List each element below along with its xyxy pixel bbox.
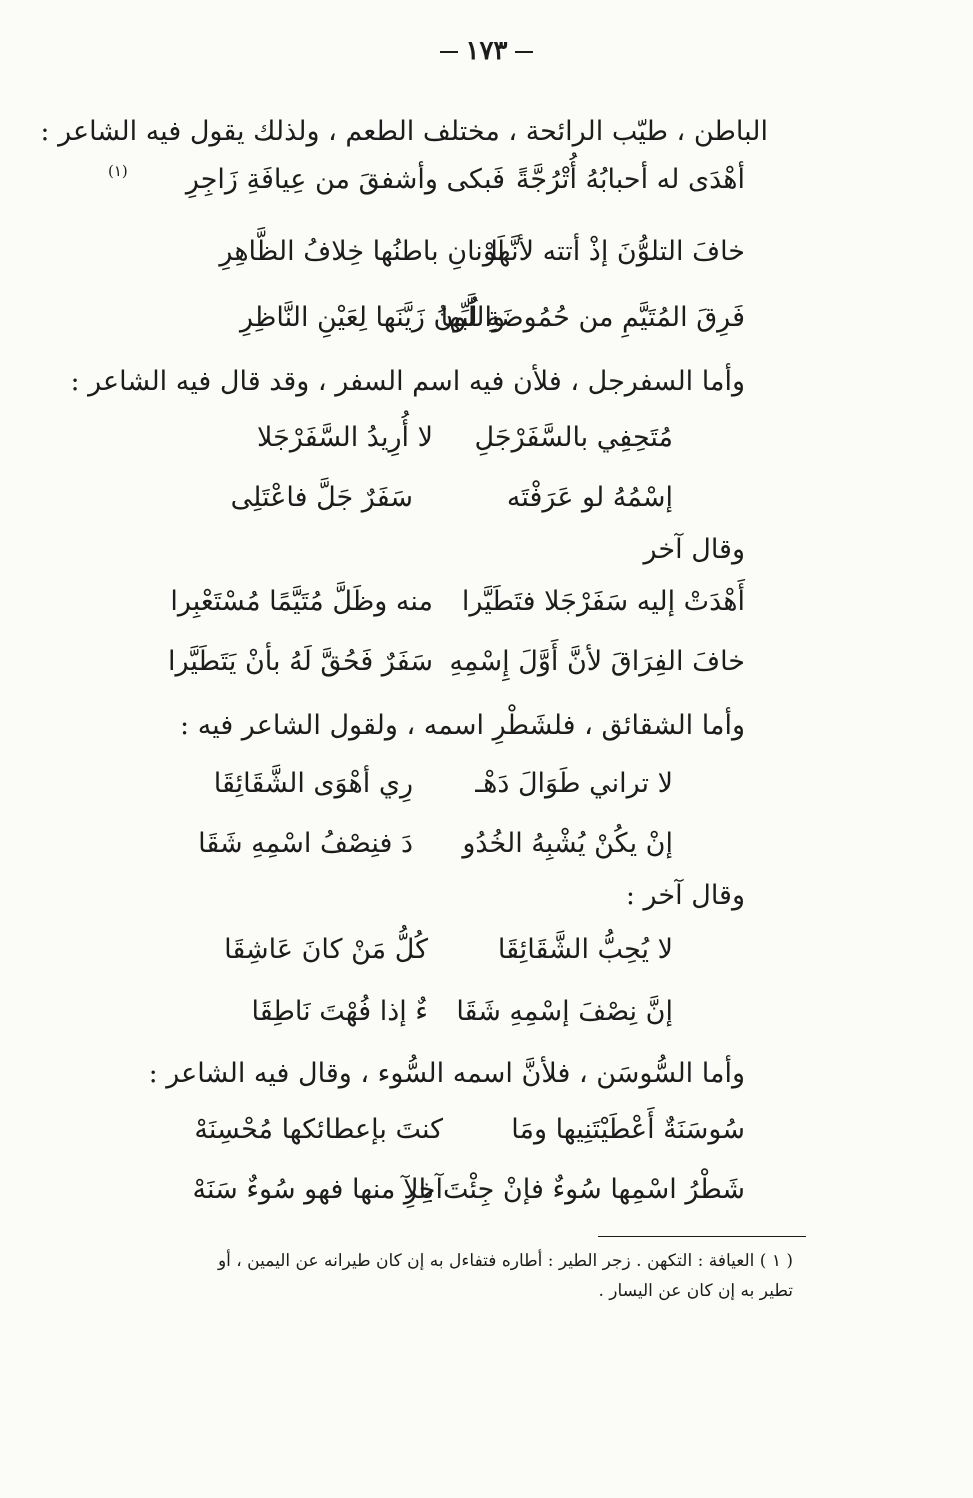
hemistich-right: مُتَحِفِي بالسَّفَرْجَلِ: [474, 422, 673, 453]
footnote-line: تطير به إن كان عن اليسار .: [598, 1281, 793, 1301]
hemistich-right: فَرِقَ المُتَيَّمِ من حُمُوضَةِ لُبِّها: [440, 302, 745, 333]
hemistich-right: خافَ التلوُّنَ إذْ أتته لأنَّها: [490, 236, 745, 267]
hemistich-left: دَ فنِصْفُ اسْمِهِ شَقَا: [198, 828, 413, 859]
page-number: [0, 36, 973, 66]
right-dash: [515, 51, 533, 53]
hemistich-left: لَوْنانِ باطنُها خِلافُ الظَّاهِرِ: [219, 236, 505, 267]
hemistich-left: رِي أهْوَى الشَّقَائِقَا: [213, 768, 413, 799]
hemistich-right: أهْدَى له أحبابُهُ أُتْرُجَّةً: [515, 164, 745, 195]
hemistich-left: آخِرِ منها فهو سُوءٌ سَنَهْ: [192, 1174, 443, 1205]
prose-line: وأما الشقائق ، فلشَطْرِ اسمه ، ولقول الشاعر فيه :: [180, 710, 745, 741]
prose-line: وأما السفرجل ، فلأن فيه اسم السفر ، وقد قال فيه الشاعر :: [70, 366, 745, 397]
prose-line: وأما السُّوسَن ، فلأنَّ اسمه السُّوء ، وقال فيه الشاعر :: [148, 1058, 745, 1089]
left-dash: [440, 51, 458, 53]
hemistich-right: لا تراني طَوَالَ دَهْـ: [475, 768, 673, 799]
prose-line: وقال آخر: [643, 534, 745, 565]
footnote-line: ( ١ ) العيافة : التكهن . زجر الطير : أطاره فتفاءل به إن كان طيرانه عن اليمين ، أو: [217, 1251, 793, 1271]
prose-line: الباطن ، طيّب الرائحة ، مختلف الطعم ، ولذلك يقول فيه الشاعر :: [40, 116, 768, 147]
hemistich-right: إنْ يكُنْ يُشْبِهُ الخُدُو: [462, 828, 673, 859]
hemistich-right: سُوسَنَةٌ أَعْطَيْتَنِيها ومَا: [511, 1114, 745, 1145]
hemistich-right: لا يُحِبُّ الشَّقَائِقَا: [497, 934, 673, 965]
footnote-marker: (١): [108, 162, 128, 180]
hemistich-right: شَطْرُ اسْمِها سُوءٌ فإنْ جِئْتَ بالآ: [403, 1174, 745, 1205]
hemistich-left: كُلُّ مَنْ كانَ عَاشِقَا: [224, 934, 428, 965]
hemistich-left: لا أُرِيدُ السَّفَرْجَلا: [257, 422, 433, 453]
hemistich-left: كنتَ بإعطائكها مُحْسِنَهْ: [194, 1114, 443, 1145]
prose-line: وقال آخر :: [625, 880, 745, 911]
footnote-divider: [598, 1236, 806, 1237]
hemistich-left: واللَّونُ زَيَّنَها لِعَيْنِ النَّاظِرِ: [239, 302, 505, 333]
hemistich-left: سَفَرٌ فَحُقَّ لَهُ بأنْ يَتَطَيَّرا: [168, 646, 433, 677]
hemistich-right: إسْمُهُ لو عَرَفْتَه: [506, 482, 673, 513]
hemistich-left: فَبكى وأشفقَ من عِيافَةِ زَاجِرِ: [185, 164, 505, 195]
hemistich-left: منه وظَلَّ مُتَيَّمًا مُسْتَعْبِرا: [170, 586, 433, 617]
hemistich-left: سَفَرٌ جَلَّ فاعْتَلِى: [230, 482, 413, 513]
hemistich-left: ءٌ إذا فُهْتَ نَاطِقَا: [251, 996, 428, 1027]
hemistich-right: أَهْدَتْ إليه سَفَرْجَلا فتَطَيَّرا: [461, 586, 745, 617]
hemistich-right: إنَّ نِصْفَ إسْمِهِ شَقَا: [456, 996, 673, 1027]
page-number-text: ١٧٣: [465, 36, 508, 66]
hemistich-right: خافَ الفِرَاقَ لأنَّ أَوَّلَ إِسْمِهِ: [449, 646, 745, 677]
